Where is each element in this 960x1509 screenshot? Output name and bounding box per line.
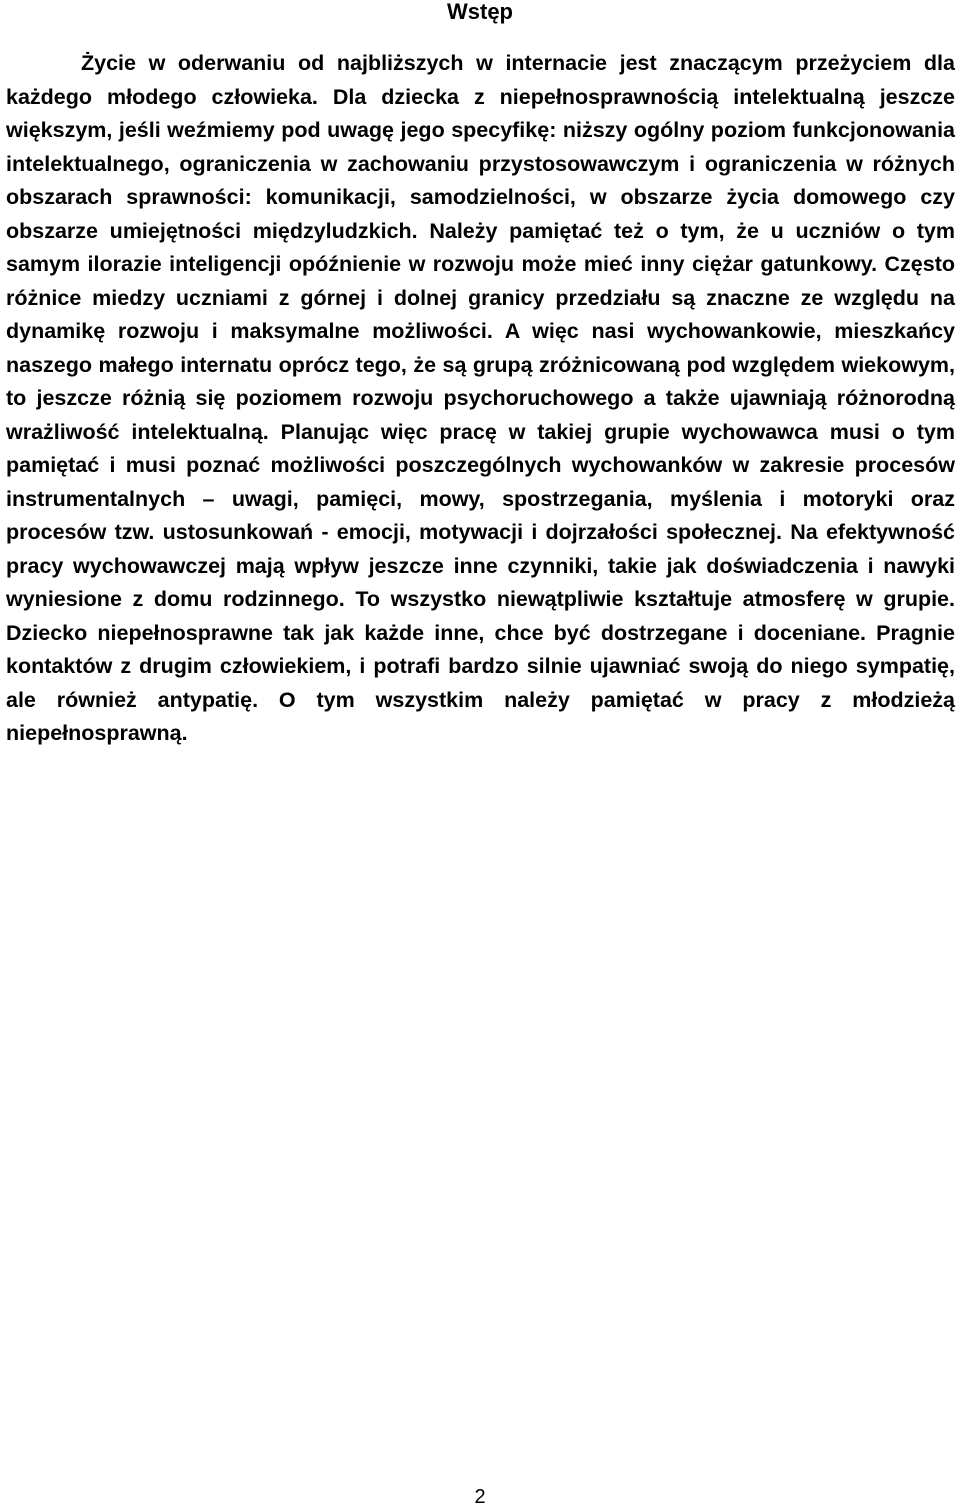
body-paragraph: Życie w oderwaniu od najbliższych w internacie jest znaczącym przeżyciem dla każdego młodego człowieka. Dla dziecka z niepełnosprawnością intelektualną jeszcze większym, jeśli weźmiemy pod uwagę jego specyfikę: niższy ogólny poziom funkcjonowania intelektualnego, ograniczenia w zachowaniu przystosowawczym i ograniczenia w różnych obszarach sprawności: komunikacji, samodzielności, w obszarze życia domowego czy obszarze umiejętności międzyludzkich. Należy pamiętać też o tym, że u uczniów o tym samym ilorazie inteligencji opóźnienie w rozwoju może mieć inny ciężar gatunkowy. Często różnice miedzy uczniami z górnej i dolnej granicy przedziału są znaczne ze względu na dynamikę rozwoju i maksymalne możliwości. A więc nasi wychowankowie, mieszkańcy naszego małego internatu oprócz tego, że są grupą zróżnicowaną pod względem wiekowym, to jeszcze różnią się poziomem rozwoju psychoruchowego a także ujawniają różnorodną wrażliwość intelektualną. Planując więc pracę w takiej grupie wychowawca musi o tym pamiętać i musi poznać możliwości poszczególnych wychowanków w zakresie procesów instrumentalnych – uwagi, pamięci, mowy, spostrzegania, myślenia i motoryki oraz procesów tzw. ustosunkowań - emocji, motywacji i dojrzałości społecznej. Na efektywność pracy wychowawczej mają wpływ jeszcze inne czynniki, takie jak doświadczenia i nawyki wyniesione z domu rodzinnego. To wszystko niewątpliwie kształtuje atmosferę w grupie. Dziecko niepełnosprawne tak jak każde inne, chce być dostrzegane i doceniane. Pragnie kontaktów z drugim człowiekiem, i potrafi bardzo silnie ujawniać swoją do niego sympatię, ale również antypatię. O tym wszystkim należy pamiętać w pracy z młodzieżą niepełnosprawną. bbox=[6, 51, 955, 745]
section-heading: Wstęp bbox=[447, 0, 513, 24]
page-number: 2 bbox=[474, 1486, 486, 1508]
